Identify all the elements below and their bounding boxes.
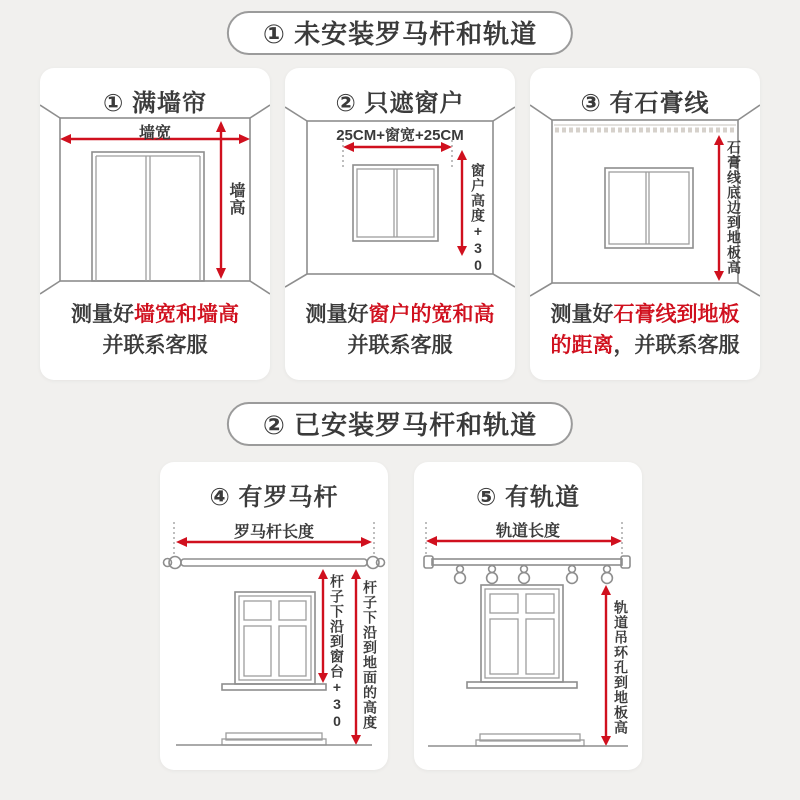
wall-width-label: 墙宽 xyxy=(138,125,171,142)
rod-length-label: 罗马杆长度 xyxy=(233,524,314,541)
roman-rod xyxy=(164,557,385,569)
caption-red: 窗户的宽和高 xyxy=(368,303,495,326)
panel2-caption-line1 xyxy=(285,304,515,325)
panel-window-only xyxy=(285,68,515,380)
caption-black: 并联系客服 xyxy=(347,334,453,357)
window-with-sill xyxy=(222,592,326,690)
rod-to-sill-label: 杆子下沿到窗台+30 xyxy=(329,574,345,730)
panel1-caption-line2 xyxy=(40,335,270,356)
double-door xyxy=(92,152,204,281)
plaster-to-floor-arrow xyxy=(714,135,724,281)
caption-red: 的距离 xyxy=(550,334,614,357)
caption-black: 测量好 xyxy=(550,303,614,326)
plaster-molding xyxy=(554,125,736,130)
window-width-formula-label: 25CM+窗宽+25CM xyxy=(336,127,464,144)
panel4-title: ④ 有罗马杆 xyxy=(209,484,339,511)
window-with-sill xyxy=(467,585,577,688)
panel2-caption-line2 xyxy=(285,335,515,356)
caption-black: 并联系客服 xyxy=(102,334,208,357)
caption-red: 石膏线到地板 xyxy=(613,303,740,326)
track-length-label: 轨道长度 xyxy=(495,523,560,540)
track-glider xyxy=(602,566,613,584)
track-glider xyxy=(567,566,578,584)
window xyxy=(605,168,693,248)
ring-to-floor-label: 轨道吊环孔到地板高 xyxy=(613,600,629,735)
panel3-caption-line1 xyxy=(530,304,760,325)
wall-height-label: 墙高 xyxy=(227,182,244,216)
panel1-title: ① 满墙帘 xyxy=(103,90,207,117)
caption-black: 测量好 xyxy=(71,303,134,326)
rod-to-floor-arrow xyxy=(351,569,361,745)
floor-and-baseboard xyxy=(176,733,372,745)
track-glider xyxy=(519,566,530,584)
panel-full-wall-curtain xyxy=(40,68,270,380)
panel1-caption-line1 xyxy=(40,304,270,325)
panel3-caption-line2 xyxy=(530,335,760,356)
section1-header xyxy=(227,11,573,55)
caption-red: 墙宽和墙高 xyxy=(134,303,239,326)
track-glider xyxy=(487,566,498,584)
plaster-to-floor-label: 石膏线底边到地板高 xyxy=(726,140,742,275)
section1-header-label: ① 未安装罗马杆和轨道 xyxy=(262,19,538,49)
wall-height-arrow xyxy=(216,121,226,279)
panel3-title: ③ 有石膏线 xyxy=(580,90,710,117)
window-height-label: 窗户高度+30 xyxy=(470,163,486,274)
section2-header-label: ② 已安装罗马杆和轨道 xyxy=(262,410,538,440)
panel-plaster-line xyxy=(530,68,760,380)
floor-and-baseboard xyxy=(428,734,628,746)
panel-track xyxy=(414,462,642,770)
rod-to-floor-label: 杆子下沿到地面的高度 xyxy=(362,580,378,730)
track-glider xyxy=(455,566,466,584)
rod-to-sill-arrow xyxy=(318,569,328,683)
caption-black: ，并联系客服 xyxy=(613,334,740,357)
ring-to-floor-arrow xyxy=(601,585,611,746)
caption-black: 测量好 xyxy=(305,303,369,326)
section2-header xyxy=(227,402,573,446)
curtain-track xyxy=(424,556,630,583)
window-height-arrow xyxy=(457,150,467,256)
panel2-title: ② 只遮窗户 xyxy=(335,90,465,117)
panel5-title: ⑤ 有轨道 xyxy=(476,484,580,511)
panel-roman-rod xyxy=(160,462,388,770)
window xyxy=(353,165,438,241)
